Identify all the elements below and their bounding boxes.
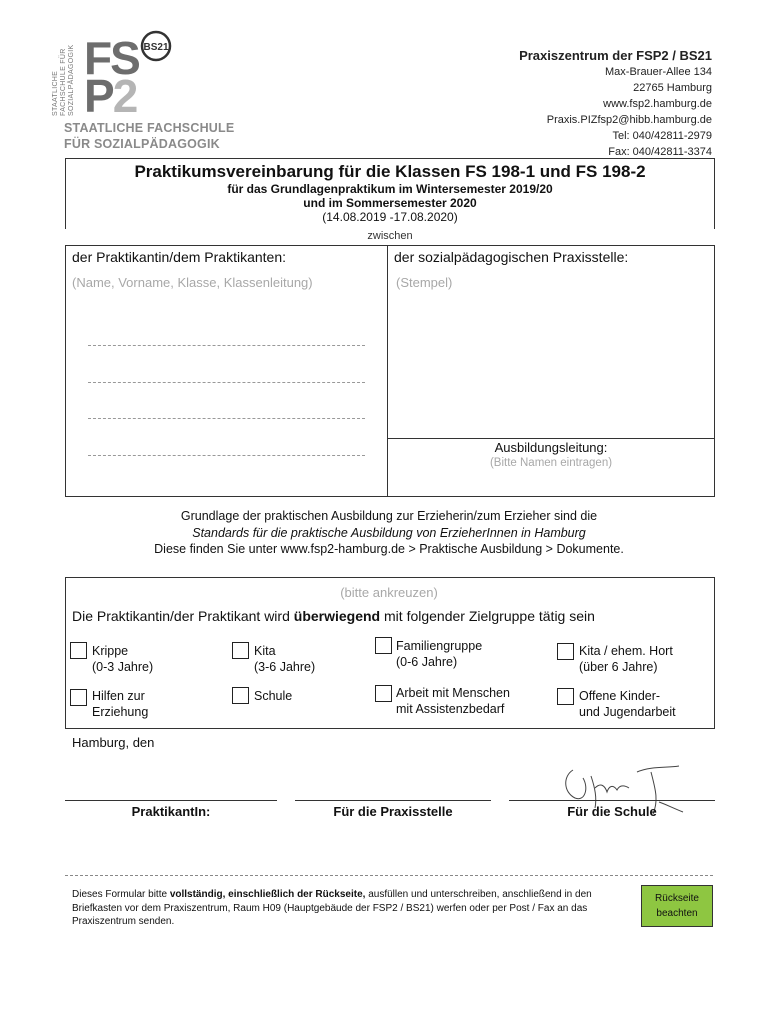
website: www.fsp2.hamburg.de — [603, 98, 712, 110]
student-label: der Praktikantin/dem Praktikanten: — [72, 249, 286, 265]
option-offene-arbeit: Offene Kinder- und Jugendarbeit — [579, 689, 676, 719]
placement-signature-label: Für die Praxisstelle — [333, 804, 453, 819]
student-line-4[interactable] — [88, 455, 365, 457]
checkbox-kita-hort[interactable] — [557, 643, 574, 660]
checkbox-kita[interactable] — [232, 642, 249, 659]
title-line-3: (14.08.2019 -17.08.2020) — [322, 210, 458, 224]
svg-text:BS21: BS21 — [143, 42, 169, 53]
school-signature-line[interactable] — [509, 800, 715, 801]
checkbox-assistenzbedarf[interactable] — [375, 685, 392, 702]
footer-instructions: Dieses Formular bitte vollständig, einschließlich der Rückseite, ausfüllen und unterschreiben, anschließend in den Briefkasten vor dem Praxiszentrum, Raum H09 (Hauptgebäude der FSP2 / BS21) werfen oder per Post / Fax an das Praxiszentrum senden. — [72, 889, 592, 927]
option-krippe: Krippe (0-3 Jahre) — [92, 644, 154, 674]
school-signature-label: Für die Schule — [567, 804, 657, 819]
student-signature-line[interactable] — [65, 800, 277, 801]
see-reverse-button[interactable]: Rückseite beachten — [641, 885, 713, 927]
logo-fs: FS — [84, 32, 139, 84]
checkbox-schule[interactable] — [232, 687, 249, 704]
between-label: zwischen — [367, 230, 413, 242]
phone: Tel: 040/42811-2979 — [612, 130, 712, 142]
logo-badge-icon — [140, 30, 172, 62]
checkbox-familiengruppe[interactable] — [375, 637, 392, 654]
training-leader[interactable] — [388, 440, 714, 469]
student-placeholder: (Name, Vorname, Klasse, Klassenleitung) — [72, 275, 313, 290]
footer-divider — [65, 875, 713, 876]
place-date-label: Hamburg, den — [72, 735, 155, 750]
student-line-2[interactable] — [88, 382, 365, 384]
training-leader-label: Ausbildungsleitung: — [494, 440, 608, 455]
basis-text: Grundlage der praktischen Ausbildung zur Erzieherin/zum Erzieher sind die Standards für die praktische Ausbildung von ErzieherInnen in Hamburg Diese finden Sie unter www.fsp2-hamburg.de > Praktische Ausbildung > Dokumente. — [154, 509, 624, 556]
checkbox-offene-arbeit[interactable] — [557, 688, 574, 705]
city: 22765 Hamburg — [633, 82, 712, 94]
option-kita: Kita (3-6 Jahre) — [254, 644, 316, 674]
option-hilfen-erziehung: Hilfen zur Erziehung — [92, 689, 149, 719]
page-title: Praktikumsvereinbarung für die Klassen FS 198-1 und FS 198-2 — [134, 162, 646, 181]
option-familiengruppe: Familiengruppe (0-6 Jahre) — [396, 639, 483, 669]
option-kita-hort: Kita / ehem. Hort (über 6 Jahre) — [579, 644, 673, 674]
email: Praxis.PIZfsp2@hibb.hamburg.de — [546, 114, 712, 126]
address-block — [519, 48, 712, 160]
street: Max-Brauer-Allee 134 — [605, 66, 712, 78]
option-assistenzbedarf: Arbeit mit Menschen mit Assistenzbedarf — [396, 686, 510, 716]
logo-subtitle: STAATLICHE FACHSCHULE FÜR SOZIALPÄDAGOGIK — [64, 121, 235, 151]
checkbox-hilfen-erziehung[interactable] — [70, 689, 87, 706]
student-line-3[interactable] — [88, 418, 365, 420]
institution-name: Praxiszentrum der FSP2 / BS21 — [519, 48, 712, 63]
option-schule: Schule — [254, 689, 293, 703]
logo-p2: P2 — [84, 70, 137, 122]
checkbox-krippe[interactable] — [70, 642, 87, 659]
fax: Fax: 040/42811-3374 — [608, 146, 712, 158]
title-box — [65, 158, 715, 229]
target-group-heading: Die Praktikantin/der Praktikant wird überwiegend mit folgender Zielgruppe tätig sein — [72, 608, 595, 624]
stamp-divider — [388, 438, 714, 439]
title-line-2: und im Sommersemester 2020 — [303, 196, 477, 210]
stamp-placeholder: (Stempel) — [396, 275, 453, 290]
student-line-1[interactable] — [88, 345, 365, 347]
student-signature-label: PraktikantIn: — [131, 804, 211, 819]
training-leader-placeholder: (Bitte Namen eintragen) — [489, 457, 613, 469]
placement-signature-line[interactable] — [295, 800, 491, 801]
title-line-1: für das Grundlagenpraktikum im Wintersemester 2019/20 — [227, 182, 553, 196]
logo-side-text: STAATLICHE FACHSCHULE FÜR SOZIALPÄDAGOGIK — [52, 44, 75, 116]
check-note: (bitte ankreuzen) — [340, 585, 438, 600]
placement-label: der sozialpädagogischen Praxisstelle: — [394, 249, 629, 265]
